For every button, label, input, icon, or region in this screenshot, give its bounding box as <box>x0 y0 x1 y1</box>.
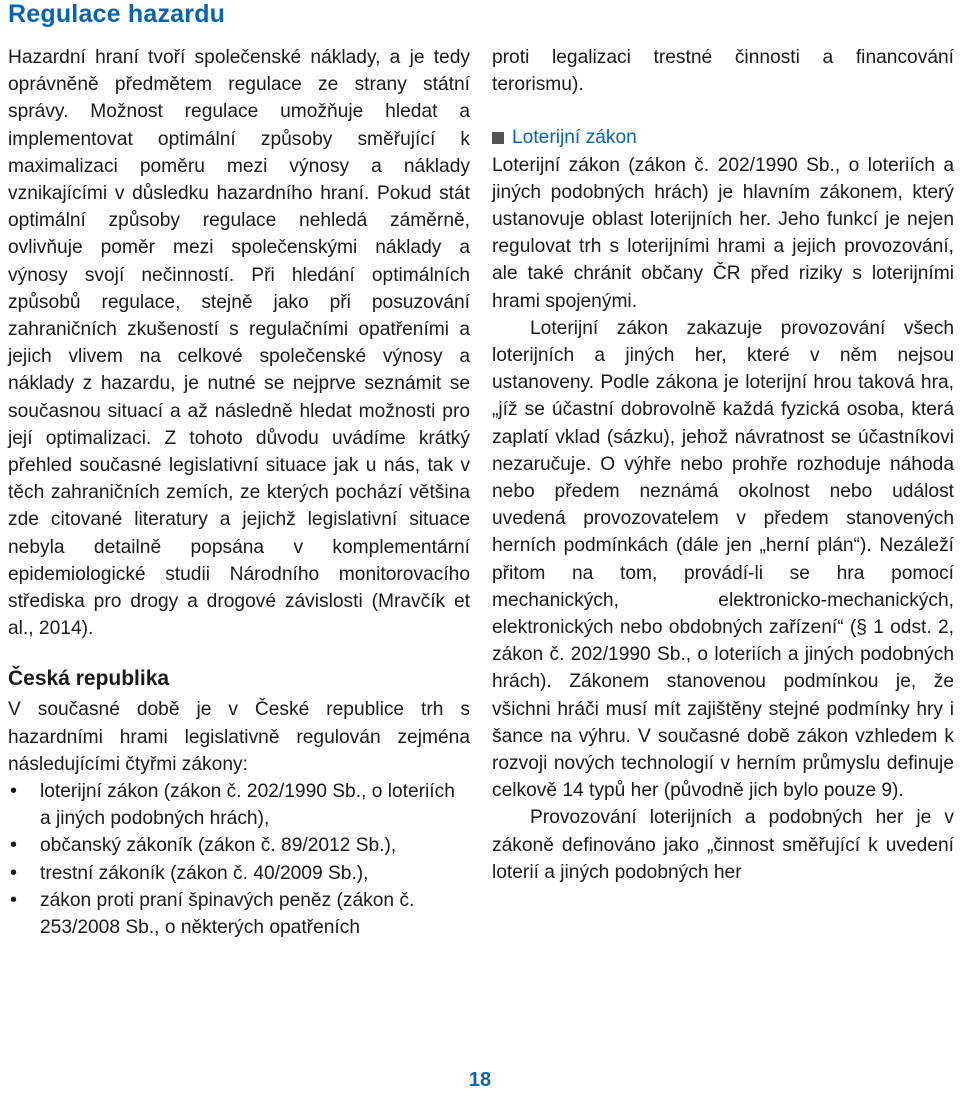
page-title: Regulace hazardu <box>8 0 226 28</box>
intro-paragraph: Hazardní hraní tvoří společenské náklady, a je tedy oprávněně předmětem regulace ze strany státní správy. Možnost regulace umožňuje hledat a implementovat optimální způsoby směřující k maximalizaci poměru mezi výnosy a náklady vznikajícími v důsledku hazardního hraní. Pokud stát optimální způsoby regulace nehledá záměrně, ovlivňuje poměr mezi společenskými náklady a výnosy svojí nečinností. Při hledání optimálních způsobů regulace, stejně jako při posuzování zahraničních zkušeností s regulačními opatřeními a jejich vlivem na celkové společenské výnosy a náklady z hazardu, je nutné se nejprve seznámit se současnou situací a až následně hledat možnosti pro její optimalizaci. Z tohoto důvodu uvádíme krátký přehled současné legislativní situace jak u nás, tak v těch zahraničních zemích, ze kterých pochází většina zde citované literatury a jejichž legislativní situace nebyla detailně popsána v komplementární epidemiologické studii Národního monitorovacího střediska pro drogy a drogové závislosti (Mravčík et al., 2014). <box>8 47 470 640</box>
list-item: • zákon proti praní špinavých peněz (zákon č. 253/2008 Sb., o některých opatřeních <box>8 887 470 941</box>
right-column <box>492 44 954 886</box>
lottery-law-paragraph-1: Loterijní zákon (zákon č. 202/1990 Sb., o loteriích a jiných podobných hrách) je hlavním zákonem, který ustanovuje oblast loterijních her. Jeho funkcí je nejen regulovat trh s loterijními hrami a jejich provozování, ale také chránit občany ČR před riziky s loterijními hrami spojenými. <box>492 154 954 312</box>
lottery-law-paragraph-2: Loterijní zákon zakazuje provozování všech loterijních a jiných her, které v něm nejsou ustanoveny. Podle zákona je loterijní hrou taková hra, „jíž se účastní dobrovolně každá fyzická osoba, která zaplatí vklad (sázku), jehož návratnost se účastníkovi nezaručuje. O výhře nebo prohře rozhoduje náhoda nebo předem neznámá okolnost nebo událost uvedená provozovatelem v předem stanovených herních podmínkách (dále jen „herní plán“). Nezáleží přitom na tom, provádí-li se hra pomocí mechanických, elektronicko-mechanických, elektronických nebo obdobných zařízení“ (§ 1 odst. 2, zákon č. 202/1990 Sb., o loteriích a jiných podobných hrách). Zákonem stanovenou podmínkou je, že všichni hráči musí mít zajištěny stejné podmínky hry i šance na výhru. V současné době zákon vzhledem k rozvoji nových technologií v herním průmyslu definuje celkově 14 typů her (původně jich bylo pouze 9). <box>492 317 954 802</box>
subsection-heading-lottery-law <box>492 124 954 151</box>
page-number: 18 <box>468 1069 492 1091</box>
continuation-paragraph: proti legalizaci trestné činnosti a financování terorismu). <box>492 47 954 96</box>
left-column <box>8 44 470 941</box>
laws-intro-paragraph: V současné době je v České republice trh s hazardními hrami legislativně regulován zejména následujícími čtyřmi zákony: <box>8 699 470 775</box>
list-item: • trestní zákoník (zákon č. 40/2009 Sb.), <box>8 860 470 887</box>
section-heading-czech-republic: Česká republika <box>8 667 170 691</box>
subsection-heading-label: Loterijní zákon <box>512 127 637 149</box>
list-item: • občanský zákoník (zákon č. 89/2012 Sb.), <box>8 832 470 859</box>
list-item: • loterijní zákon (zákon č. 202/1990 Sb., o loteriích a jiných podobných hrách), <box>8 778 470 832</box>
laws-list <box>8 778 470 941</box>
lottery-law-paragraph-3: Provozování loterijních a podobných her je v zákoně definováno jako „činnost směřující k uvedení loterií a jiných podobných her <box>492 807 954 883</box>
square-bullet-icon <box>492 132 504 144</box>
